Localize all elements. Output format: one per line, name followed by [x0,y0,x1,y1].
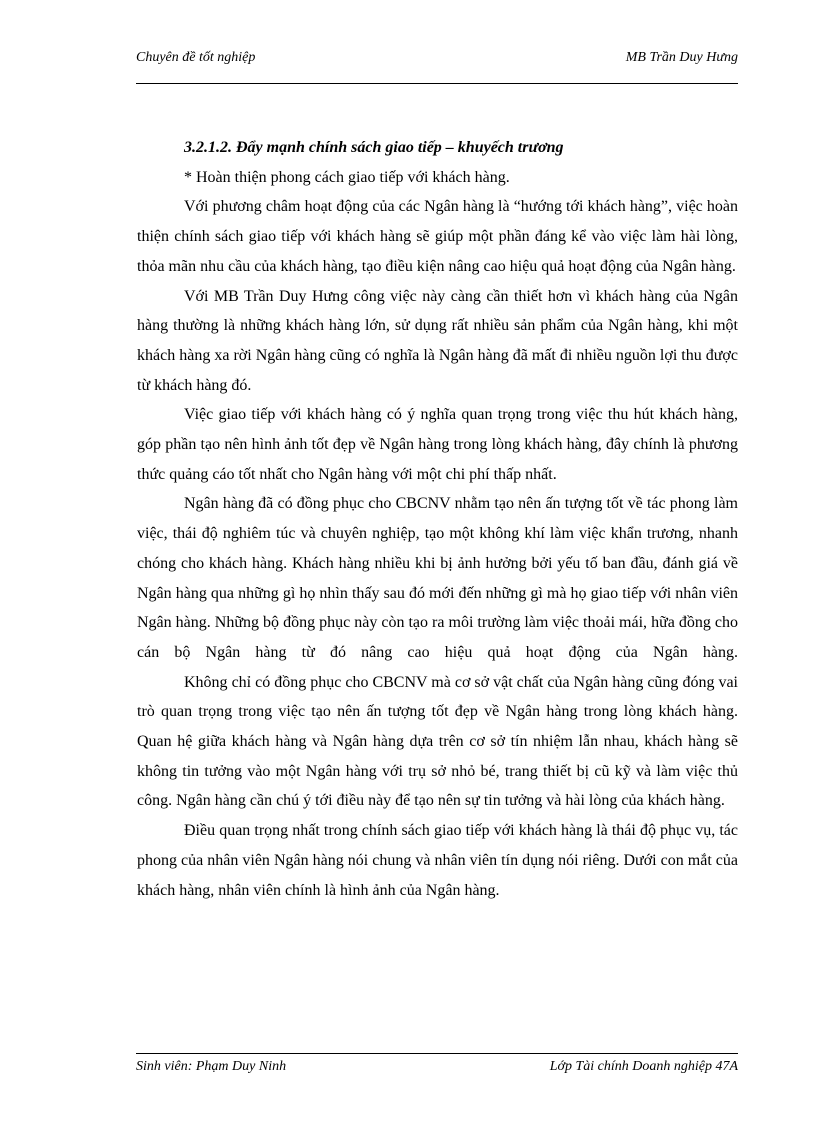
paragraph-4: Ngân hàng đã có đồng phục cho CBCNV nhằm tạo nên ấn tượng tốt về tác phong làm việc, thái độ nghiêm túc và chuyên nghiệp, tạo một không khí làm việc khẩn trương, nhanh chóng cho khách hàng. Khách hàng nhiều khi bị ảnh hưởng bởi yếu tố ban đầu, đánh giá về Ngân hàng qua những gì họ nhìn thấy sau đó mới đến những gì mà họ giao tiếp với nhân viên Ngân hàng. Những bộ đồng phục này còn tạo ra môi trường làm việc thoải mái, hữa đồng cho cán bộ Ngân hàng từ đó nâng cao hiệu quả hoạt động của Ngân hàng. [137,495,738,661]
paragraph-3: Việc giao tiếp với khách hàng có ý nghĩa quan trọng trong việc thu hút khách hàng, góp phần tạo nên hình ảnh tốt đẹp về Ngân hàng trong lòng khách hàng, đây chính là phương thức quảng cáo tốt nhất cho Ngân hàng với một chi phí thấp nhất. [137,406,738,483]
header-rule [136,83,738,84]
bullet-line: * Hoàn thiện phong cách giao tiếp với khách hàng. [184,168,510,186]
header-right-text: MB Trần Duy Hưng [625,50,738,65]
paragraph-6: Điều quan trọng nhất trong chính sách giao tiếp với khách hàng là thái độ phục vụ, tác phong của nhân viên Ngân hàng nói chung và nhân viên tín dụng nói riêng. Dưới con mắt của khách hàng, nhân viên chính là hình ảnh của Ngân hàng. [137,822,738,899]
header-left-text: Chuyên đề tốt nghiệp [136,50,256,65]
section-heading: 3.2.1.2. Đẩy mạnh chính sách giao tiếp – khuyếch trương [184,139,564,156]
page-header [136,50,738,70]
footer-left-text: Sinh viên: Phạm Duy Ninh [136,1059,287,1074]
document-body [137,133,738,905]
footer-rule [136,1053,738,1054]
page-footer [136,1059,738,1079]
paragraph-1: Với phương châm hoạt động của các Ngân hàng là “hướng tới khách hàng”, việc hoàn thiện chính sách giao tiếp với khách hàng sẽ giúp một phần đáng kể vào việc làm hài lòng, thỏa mãn nhu cầu của khách hàng, tạo điều kiện nâng cao hiệu quả hoạt động của Ngân hàng. [137,198,738,275]
footer-right-text: Lớp Tài chính Doanh nghiệp 47A [549,1059,738,1074]
paragraph-5: Không chỉ có đồng phục cho CBCNV mà cơ sở vật chất của Ngân hàng cũng đóng vai trò quan trọng trong việc tạo nên ấn tượng tốt đẹp về Ngân hàng trong lòng khách hàng. Quan hệ giữa khách hàng và Ngân hàng dựa trên cơ sở tín nhiệm lẫn nhau, khách hàng sẽ không tin tưởng vào một Ngân hàng với trụ sở nhỏ bé, trang thiết bị cũ kỹ và làm việc thủ công. Ngân hàng cần chú ý tới điều này để tạo nên sự tin tưởng và hài lòng của khách hàng. [137,673,738,810]
paragraph-2: Với MB Trần Duy Hưng công việc này càng cần thiết hơn vì khách hàng của Ngân hàng thường là những khách hàng lớn, sử dụng rất nhiều sản phẩm của Ngân hàng, khi một khách hàng xa rời Ngân hàng cũng có nghĩa là Ngân hàng đã mất đi nhiều nguồn lợi thu được từ khách hàng đó. [137,287,738,394]
